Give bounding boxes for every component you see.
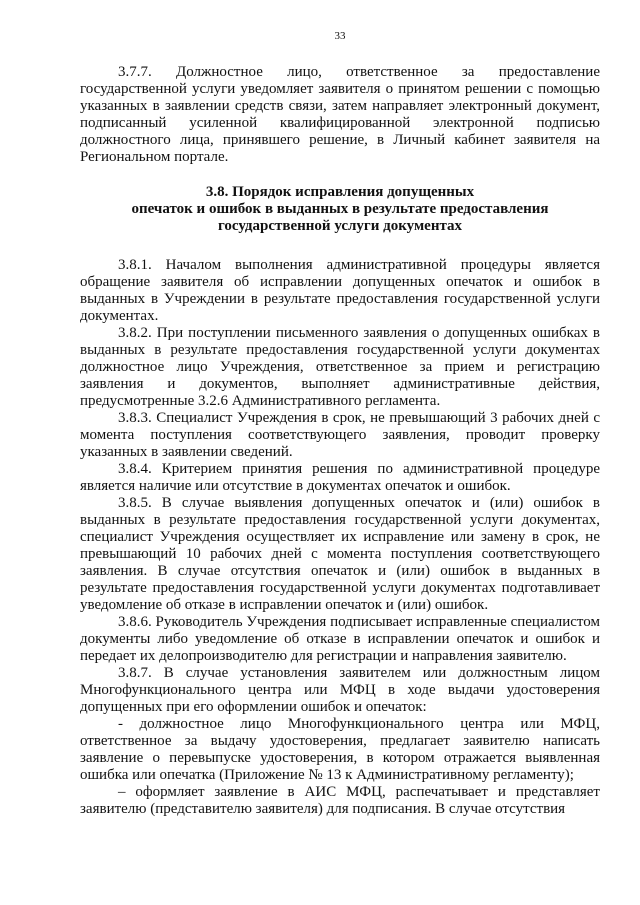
paragraph-3-8-1: 3.8.1. Началом выполнения административной процедуры является обращение заявителя об исправлении допущенных опечаток и ошибок в выданных в Учреждении в результате предоставления государственной услуги документах. — [80, 257, 600, 324]
section-heading — [80, 184, 600, 235]
paragraph-3-8-4: 3.8.4. Критерием принятия решения по административной процедуре является наличие или отсутствие в документах опечаток и ошибок. — [80, 461, 600, 494]
paragraph-3-8-6: 3.8.6. Руководитель Учреждения подписывает исправленные специалистом документы либо уведомление об отказе в исправлении опечаток и ошибок и передает их делопроизводителю для регистрации и направления заявителю. — [80, 614, 600, 664]
paragraph-3-7-7: 3.7.7. Должностное лицо, ответственное за предоставление государственной услуги уведомляет заявителя о принятом решении с помощью указанных в заявлении средств связи, затем направляет электронный документ, подписанный усиленной квалифицированной электронной подписью должностного лица, принявшего решение, в Личный кабинет заявителя на Региональном портале. — [80, 64, 600, 165]
heading-line-2: опечаток и ошибок в выданных в результате предоставления — [131, 201, 549, 217]
list-item-dash-2: – оформляет заявление в АИС МФЦ, распечатывает и представляет заявителю (представителю заявителя) для подписания. В случае отсутствия — [80, 784, 600, 817]
page-number: 33 — [334, 30, 346, 42]
heading-line-3: государственной услуги документах — [217, 218, 463, 234]
heading-line-1: 3.8. Порядок исправления допущенных — [205, 184, 475, 200]
paragraph-3-8-7: 3.8.7. В случае установления заявителем или должностным лицом Многофункционального центра или МФЦ в ходе выдачи удостоверения допущенных при его оформлении ошибок и опечаток: — [80, 665, 600, 715]
paragraph-3-8-5: 3.8.5. В случае выявления допущенных опечаток и (или) ошибок в выданных в результате предоставления государственной услуги документах, специалист Учреждения осуществляет их исправление или замену в срок, не превышающий 10 рабочих дней с момента поступления соответствующего заявления. В случае отсутствия опечаток и (или) ошибок в выданных в результате предоставления государственной услуги документах подготавливает уведомление об отказе в исправлении опечаток и (или) ошибок. — [80, 495, 600, 613]
paragraph-3-8-2: 3.8.2. При поступлении письменного заявления о допущенных ошибках в выданных в результате предоставления государственной услуги документах должностное лицо Учреждения, ответственное за прием и регистрацию заявления и документов, выполняет административные действия, предусмотренные 3.2.6 Административного регламента. — [80, 325, 600, 409]
paragraph-3-8-3: 3.8.3. Специалист Учреждения в срок, не превышающий 3 рабочих дней с момента поступления соответствующего заявления, проводит проверку указанных в заявлении сведений. — [80, 410, 600, 460]
document-page — [80, 30, 600, 818]
list-item-dash-1: - должностное лицо Многофункционального центра или МФЦ, ответственное за выдачу удостоверения, предлагает заявителю написать заявление о перевыпуске удостоверения, в котором отражается выявленная ошибка или опечатка (Приложение № 13 к Административному регламенту); — [80, 716, 600, 783]
